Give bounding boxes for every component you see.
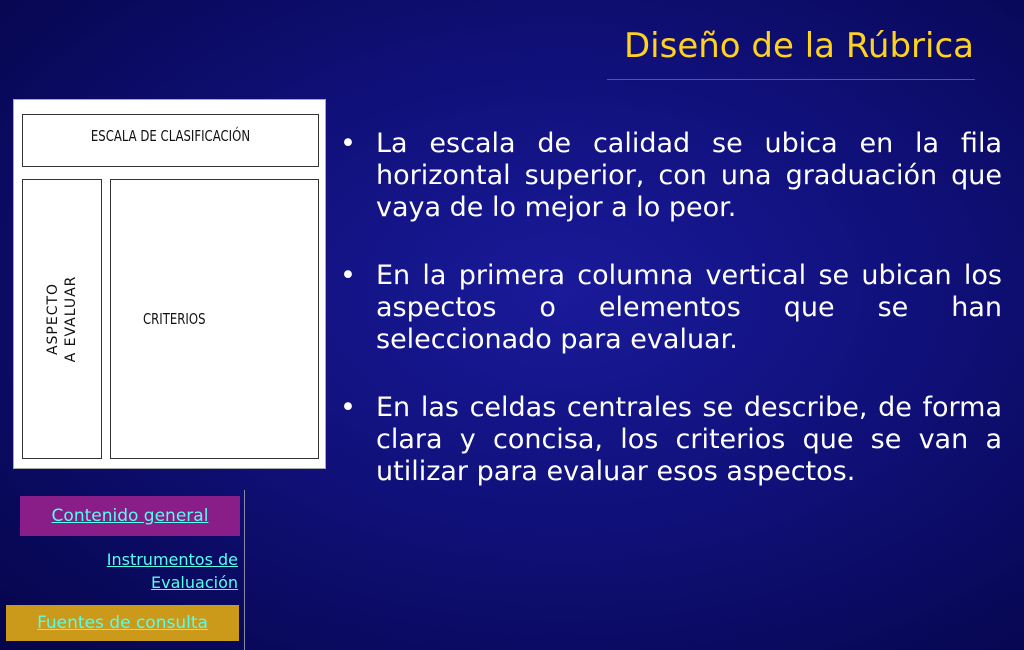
bullet-item bbox=[340, 260, 1002, 356]
aspect-label-line1: ASPECTO bbox=[45, 282, 61, 356]
criteria-box bbox=[110, 179, 319, 459]
nav-instrumentos-link[interactable] bbox=[60, 548, 238, 594]
bullet-item bbox=[340, 128, 1002, 224]
aspect-label-line2: A EVALUAR bbox=[63, 275, 79, 363]
nav-fuentes-link[interactable]: Fuentes de consulta bbox=[6, 605, 239, 641]
aspect-box bbox=[22, 179, 102, 459]
bullet-text: En las celdas centrales se describe, de forma clara y concisa, los criterios que se van a utilizar para evaluar esos aspectos. bbox=[376, 392, 1002, 487]
scale-box bbox=[22, 114, 319, 167]
criteria-label: CRITERIOS bbox=[143, 310, 206, 328]
nav-instrumentos-line2: Evaluación bbox=[151, 573, 238, 592]
nav-contenido-general-link[interactable]: Contenido general bbox=[20, 496, 240, 536]
aspect-label bbox=[44, 276, 80, 363]
nav-divider bbox=[244, 490, 245, 650]
scale-label: ESCALA DE CLASIFICACIÓN bbox=[90, 127, 251, 145]
title-underline bbox=[607, 79, 975, 80]
slide-title: Diseño de la Rúbrica bbox=[624, 26, 974, 66]
bullet-text: La escala de calidad se ubica en la fila horizontal superior, con una graduación que vaya de lo mejor a lo peor. bbox=[376, 128, 1002, 223]
bullet-text: En la primera columna vertical se ubican los aspectos o elementos que se han seleccionado para evaluar. bbox=[376, 260, 1002, 355]
rubric-diagram bbox=[13, 99, 326, 469]
bullet-dot-icon: • bbox=[340, 392, 356, 423]
bullet-dot-icon: • bbox=[340, 128, 356, 159]
bullet-list bbox=[340, 128, 1002, 524]
bullet-item bbox=[340, 392, 1002, 488]
bullet-dot-icon: • bbox=[340, 260, 356, 291]
nav-instrumentos-line1: Instrumentos de bbox=[106, 550, 238, 569]
